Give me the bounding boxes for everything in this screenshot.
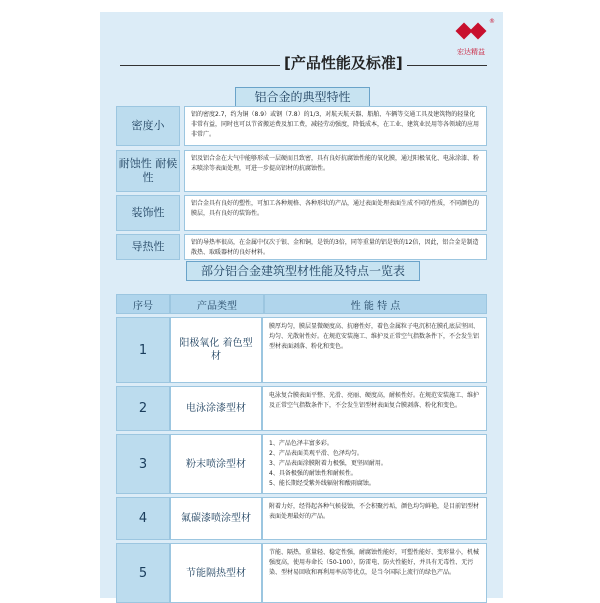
table-row [116, 386, 487, 431]
property-row [116, 195, 487, 231]
table-header [116, 294, 487, 314]
row-feature: 节能、隔热，重量轻、稳定性强，耐腐蚀性能好，可塑性能好、变形量小，机械强度高，使用寿命长（50-100），防雷电、防火性能好，并具有无毒性、无污染、型材易回收和再利用率高等优点，是当今国际上流行的绿色产品。 [262, 543, 487, 603]
brand-logo [451, 18, 495, 57]
feature-line: 4、具备极强的耐蚀性和耐候性。 [269, 470, 357, 477]
feature-line: 3、产品表面涂膜附着力极强，更坚固耐用。 [269, 460, 387, 467]
row-number: 4 [116, 497, 170, 540]
row-number: 3 [116, 434, 170, 494]
trademark-symbol: ® [489, 18, 495, 25]
property-row [116, 106, 487, 146]
row-number: 5 [116, 543, 170, 603]
logo-diamond-icon [470, 23, 487, 40]
row-feature: 膜厚均匀，膜层显微硬度高、抗磨性好，着色金属粒子电沉积在膜孔底层坚固、均匀、光散射性好。在规范安装施工、维护及正常空气指数条件下，不会发生铝型材表面剥落、粉化和变色。 [262, 317, 487, 383]
property-text: 铝的导热率很高，在金属中仅次于银、金和铜，是铁的3倍，同等重量的铝是铁的12倍，因此，铝合金是制造散热、取暖器材的良好材料。 [184, 234, 487, 260]
feature-line: 2、产品表面美观平滑、色泽均匀。 [269, 450, 363, 457]
row-feature: 附着力好，经得起各种气候侵蚀，不会积聚污垢，颜色均匀鲜艳，是目前铝型材表面处理最好的产品。 [262, 497, 487, 540]
property-label: 导热性 [116, 234, 180, 260]
property-label: 装饰性 [116, 195, 180, 231]
table-row [116, 434, 487, 494]
brand-name: 宏达精益 [457, 48, 485, 56]
row-number: 2 [116, 386, 170, 431]
row-type: 电泳涂漆型材 [170, 386, 262, 431]
row-type: 粉末喷涂型材 [170, 434, 262, 494]
table-row [116, 497, 487, 540]
row-number: 1 [116, 317, 170, 383]
property-row [116, 234, 487, 260]
header-no: 序号 [116, 294, 170, 314]
property-text: 铝合金具有良好的塑性，可加工各种规格、各种形状的产品，通过表面处理表面生成不同的性质，不同颜色的膜层，具有良好的装饰性。 [184, 195, 487, 231]
section-title-alloy-properties: 铝合金的典型特性 [235, 87, 370, 107]
property-text: 铝及铝合金在大气中能够形成一层硬而且致密，具有良好抗腐蚀性能的氧化膜，通过阳极氧化、电泳涂漆、粉末喷涂等表面处理，可进一步提高铝材的抗腐蚀性。 [184, 150, 487, 192]
row-feature-list [262, 434, 487, 494]
row-feature: 电泳复合膜表面平整、光滑、亮丽、硬度高，耐候性好。在规范安装施工、维护及正常空气指数条件下，不会发生铝型材表面复合膜剥落、粉化和变色。 [262, 386, 487, 431]
section-title-profile-table: 部分铝合金建筑型材性能及特点一览表 [186, 261, 420, 281]
table-row [116, 317, 487, 383]
profile-table [116, 294, 487, 603]
feature-line: 1、产品色泽丰富多彩。 [269, 440, 333, 447]
row-type: 氟碳漆喷涂型材 [170, 497, 262, 540]
brochure-page [100, 12, 503, 598]
property-row [116, 150, 487, 192]
feature-line: 5、能长期经受紫外线辐射和酸雨腐蚀。 [269, 480, 375, 487]
row-type: 节能隔热型材 [170, 543, 262, 603]
property-text: 铝的密度2.7，约为铜（8.9）或钢（7.8）的1/3，对航天航天器、船舶、车辆等交通工具及建筑物的轻量化非常有益，同时也可以节省搬运费及加工费，减轻劳动强度，降低成本，在工业、建筑业民用等各领域的应用非常广。 [184, 106, 487, 146]
property-label: 耐蚀性 耐候性 [116, 150, 180, 192]
header-type: 产品类型 [170, 294, 264, 314]
property-label: 密度小 [116, 106, 180, 146]
table-row [116, 543, 487, 603]
page-title: [产品性能及标准] [280, 52, 407, 73]
header-feature: 性 能 特 点 [264, 294, 487, 314]
row-type: 阳极氧化 着色型材 [170, 317, 262, 383]
